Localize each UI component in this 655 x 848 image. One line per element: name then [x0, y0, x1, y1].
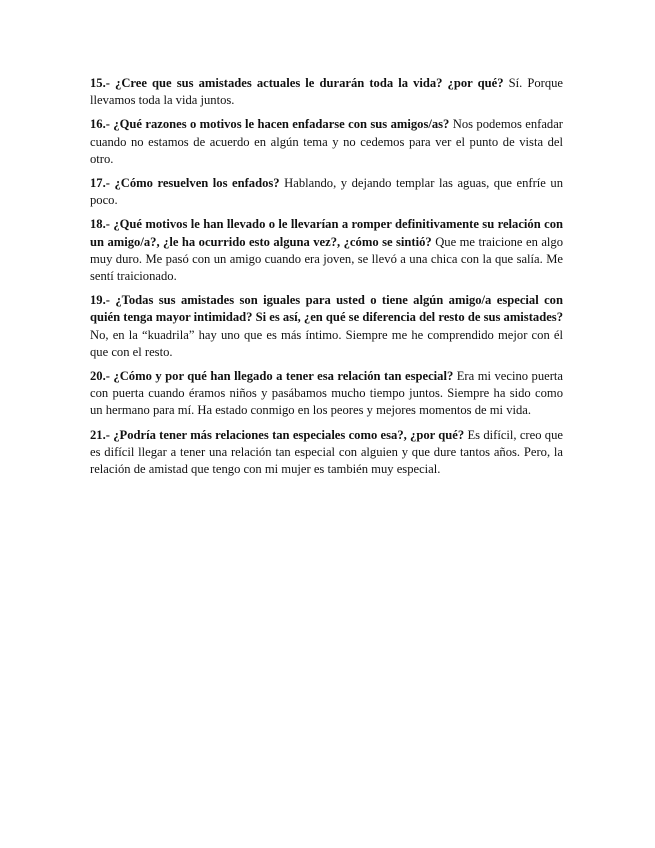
question-17: 17.- ¿Cómo resuelven los enfados? — [90, 176, 280, 191]
qa-item-17 — [90, 175, 563, 209]
question-21: 21.- ¿Podría tener más relaciones tan especiales como esa?, ¿por qué? — [90, 427, 465, 442]
answer-19: No, en la “kuadrila” hay uno que es más íntimo. Siempre me he comprendido mejor con él que con el resto. — [90, 327, 563, 359]
question-20: 20.- ¿Cómo y por qué han llegado a tener esa relación tan especial? — [90, 369, 454, 384]
answer-20: Era mi vecino puerta con puerta cuando éramos niños y pasábamos mucho tiempo juntos. Siempre ha sido como un hermano para mí. Ha estado conmigo en los peores y mejores momentos de mi vida. — [90, 369, 563, 418]
question-16: 16.- ¿Qué razones o motivos le hacen enfadarse con sus amigos/as? — [90, 117, 450, 132]
answer-15: Sí. Porque llevamos toda la vida juntos. — [90, 76, 564, 108]
qa-item-15 — [90, 75, 563, 109]
question-15: 15.- ¿Cree que sus amistades actuales le durarán toda la vida? ¿por qué? — [90, 76, 504, 90]
qa-item-19 — [90, 292, 563, 361]
answer-21: Es difícil, creo que es difícil llegar a tener una relación tan especial con alguien y que dure tantos años. Pero, la relación de amistad que tengo con mi mujer es también muy especial. — [90, 427, 563, 477]
qa-item-21 — [90, 427, 563, 479]
question-18: 18.- ¿Qué motivos le han llevado o le llevarían a romper definitivamente su relación con un amigo/a?, ¿le ha ocurrido esto alguna vez?, ¿cómo se sintió? — [90, 217, 563, 249]
answer-17: Hablando, y dejando templar las aguas, que enfríe un poco. — [90, 176, 563, 208]
question-19: 19.- ¿Todas sus amistades son iguales para usted o tiene algún amigo/a especial con quién tenga mayor intimidad? Si es así, ¿en qué se diferencia del resto de sus amistades? — [90, 293, 563, 325]
answer-18: Que me traicione en algo muy duro. Me pasó con un amigo cuando era joven, se llevó a una chica con la que salía. Me sentí traicionado. — [90, 234, 564, 284]
document-page — [90, 75, 563, 485]
qa-item-18 — [90, 216, 563, 285]
qa-item-20 — [90, 368, 563, 420]
qa-item-16 — [90, 116, 563, 168]
answer-16: Nos podemos enfadar cuando no estamos de acuerdo en algún tema y no cedemos para ver el punto de vista del otro. — [90, 117, 563, 166]
